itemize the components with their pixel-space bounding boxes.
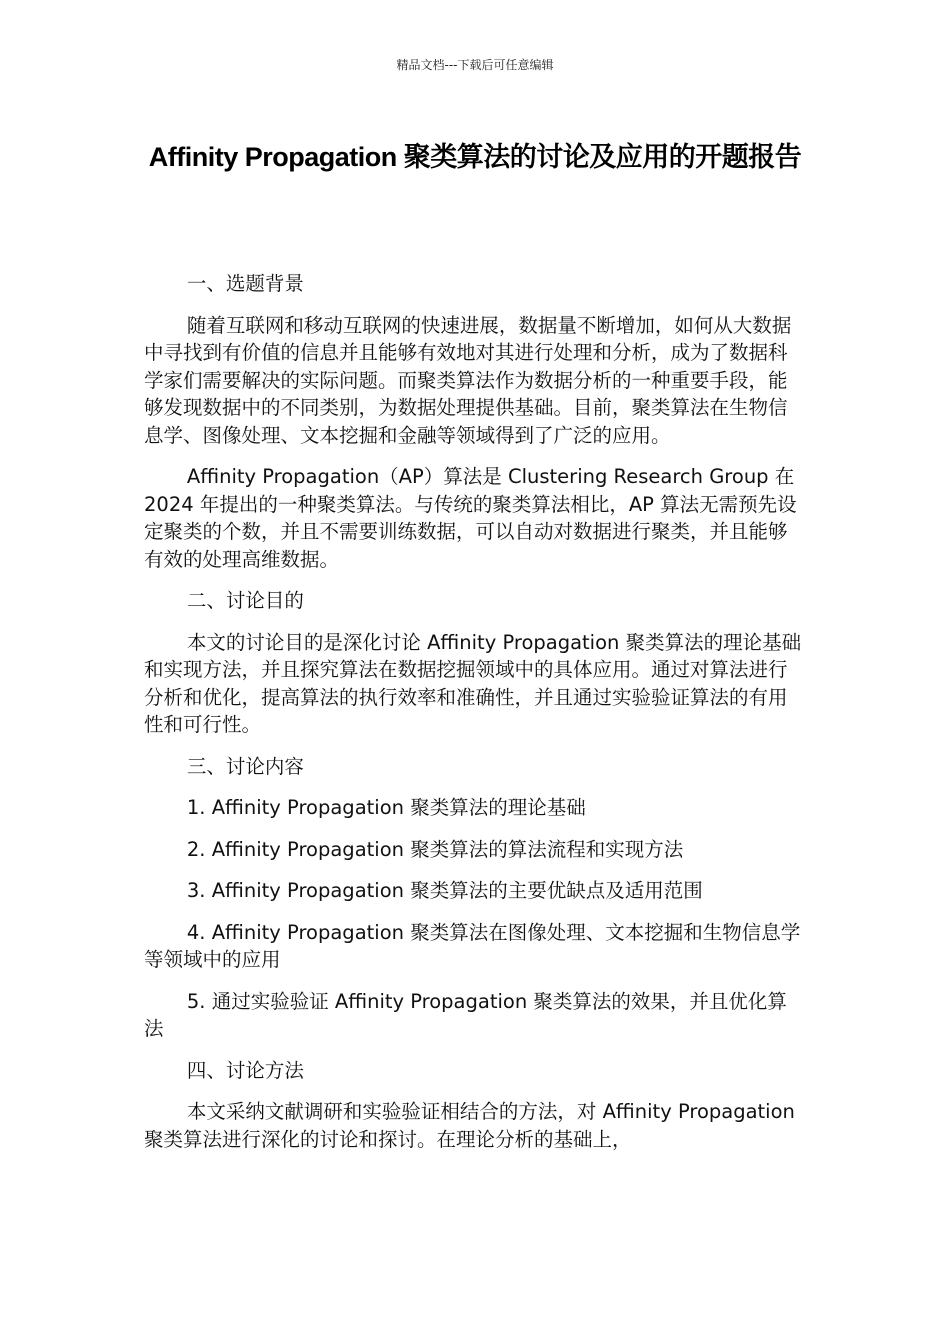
section-4-paragraph-1: 本文采纳文献调研和实验验证相结合的方法，对 Affinity Propagation 聚类算法进行深化的讨论和探讨。在理论分析的基础上，: [144, 1100, 795, 1151]
research-item-1: 1. Affinity Propagation 聚类算法的理论基础: [186, 796, 586, 819]
research-item-4: 4. Affinity Propagation 聚类算法在图像处理、文本挖掘和生物信息学等领域中的应用: [144, 920, 801, 971]
section-2-paragraph-1: 本文的讨论目的是深化讨论 Affinity Propagation 聚类算法的理论基础和实现方法，并且探究算法在数据挖掘领域中的具体应用。通过对算法进行分析和优化，提高算法的执行效率和准确性，并且通过实验验证算法的有用性和可行性。: [144, 630, 802, 736]
section-4-heading: 四、讨论方法: [186, 1058, 304, 1082]
research-item-3: 3. Affinity Propagation 聚类算法的主要优缺点及适用范围: [186, 879, 703, 902]
section-1-paragraph-1: 随着互联网和移动互联网的快速进展，数据量不断增加，如何从大数据中寻找到有价值的信息并且能够有效地对其进行处理和分析，成为了数据科学家们需要解决的实际问题。而聚类算法作为数据分析的一种重要手段，能够发现数据中的不同类别，为数据处理提供基础。目前，聚类算法在生物信息学、图像处理、文本挖掘和金融等领域得到了广泛的应用。: [144, 313, 792, 447]
section-3-heading: 三、讨论内容: [186, 754, 304, 778]
section-1-paragraph-2: Affinity Propagation（AP）算法是 Clustering Research Group 在 2024 年提出的一种聚类算法。与传统的聚类算法相比，AP 算法无需预先设定聚类的个数，并且不需要训练数据，可以自动对数据进行聚类，并且能够有效的处理高维数据。: [144, 465, 797, 571]
section-2-heading: 二、讨论目的: [186, 589, 304, 612]
research-item-2: 2. Affinity Propagation 聚类算法的算法流程和实现方法: [186, 837, 684, 861]
document-body: [144, 270, 806, 1167]
research-item-5: 5. 通过实验验证 Affinity Propagation 聚类算法的效果，并且优化算法: [144, 989, 787, 1040]
section-1-heading: 一、选题背景: [186, 272, 304, 295]
page-header: 精品文档---下载后可任意编辑: [396, 58, 554, 72]
document-title: Affinity Propagation 聚类算法的讨论及应用的开题报告: [148, 142, 802, 172]
